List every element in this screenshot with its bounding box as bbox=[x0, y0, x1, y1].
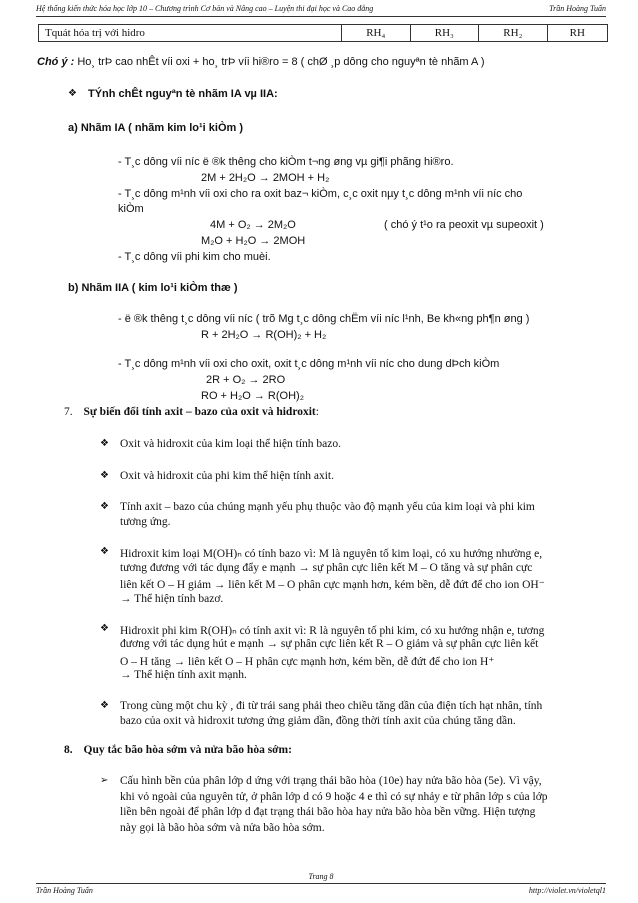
diamond-bullet-icon: ❖ bbox=[100, 501, 109, 512]
group-ia-line-1: - T¸c dông víi níc ë ®k thêng cho kiÒm t¬ng øng vµ gi¶i phãng hi®ro. bbox=[118, 156, 454, 168]
group-iia-equation-3: RO + H₂O → R(OH)₂ bbox=[201, 390, 304, 402]
diamond-bullet-icon: ❖ bbox=[100, 470, 109, 481]
note-label: Chó ý : bbox=[37, 56, 75, 68]
header-title: Hệ thống kiến thức hóa học lớp 10 – Chương trình Cơ bản và Nâng cao – Luyện thi đại học và Cao đẳng bbox=[36, 4, 374, 13]
s7-bullet-4-line-4: → Thể hiện tính bazơ. bbox=[120, 593, 224, 605]
page-footer bbox=[36, 872, 606, 896]
group-ia-equation-2: 4M + O₂ → 2M₂O bbox=[210, 219, 296, 231]
group-iia-title: b) Nhãm IIA ( kim lo¹i kiÒm thæ ) bbox=[68, 282, 238, 294]
group-ia-title: a) Nhãm IA ( nhãm kim lo¹i kiÒm ) bbox=[68, 122, 244, 134]
s7-bullet-1: Oxit và hidroxit của kim loại thể hiện tính bazo. bbox=[120, 438, 342, 450]
page-header bbox=[36, 4, 606, 17]
s7-bullet-4-line-2: tương đương với tác dụng đẩy e mạnh → sự phân cực liên kết M – O tăng và sự phân cực bbox=[120, 562, 533, 574]
group-ia-equation-1: 2M + 2H₂O → 2MOH + H₂ bbox=[201, 172, 330, 184]
s7-bullet-4-line-1: Hidroxit kim loại M(OH)ₙ có tính bazo vì: M là nguyên tố kim loại, có xu hướng nhường e, bbox=[120, 548, 543, 560]
s8-line-2: khi vỏ ngoài của nguyên tử, ở phân lớp d có 9 hoặc 4 e thì có sự nhảy e từ phân lớp s của lớp bbox=[120, 791, 548, 803]
s7-bullet-6-line-2: bazo của oxit và hidroxit tương ứng giảm dần, đồng thời tính axit của chúng tăng dần. bbox=[120, 715, 516, 727]
s7-bullet-2: Oxit và hidroxit của phi kim thể hiện tính axit. bbox=[120, 470, 334, 482]
diamond-bullet-icon: ❖ bbox=[100, 623, 109, 634]
group-ia-equation-3: M₂O + H₂O → 2MOH bbox=[201, 235, 306, 247]
group-ia-line-3: - T¸c dông víi phi kim cho muèi. bbox=[118, 251, 271, 263]
group-ia-equation-2-note: ( chó ý t¹o ra peoxit vµ supeoxit ) bbox=[384, 219, 544, 231]
s7-bullet-5-line-4: → Thể hiện tính axit mạnh. bbox=[120, 669, 247, 681]
s7-bullet-6-line-1: Trong cùng một chu kỳ , đi từ trái sang phải theo chiều tăng dần của điện tích hạt nhân, tính bbox=[120, 700, 543, 712]
s8-line-1: Cấu hình bền của phân lớp d ứng với trạng thái bão hòa (10e) hay nửa bão hòa (5e). Vì vậy, bbox=[120, 775, 542, 787]
group-ia-line-2: - T¸c dông m¹nh víi oxi cho ra oxit baz¬ kiÒm, c¸c oxit nµy t¸c dông m¹nh víi níc cho bbox=[118, 188, 523, 200]
valence-table bbox=[38, 24, 608, 42]
group-iia-equation-1: R + 2H₂O → R(OH)₂ + H₂ bbox=[201, 329, 327, 341]
s7-bullet-5-line-3: O – H tăng → liên kết O – H phân cực mạnh hơn, kém bền, dễ đứt để cho ion H⁺ bbox=[120, 656, 495, 668]
s7-bullet-5-line-1: Hidroxit phi kim R(OH)ₙ có tính axit vì: R là nguyên tố phi kim, có xu hướng nhận e, tương bbox=[120, 625, 545, 637]
diamond-bullet-icon: ❖ bbox=[100, 700, 109, 711]
section-title: TÝnh chÊt nguyªn tè nhãm IA vµ IIA: bbox=[88, 88, 278, 100]
s7-bullet-3-line-2: tương ứng. bbox=[120, 516, 171, 528]
group-iia-line-2: - T¸c dông m¹nh víi oxi cho oxit, oxit t¸c dông m¹nh víi níc cho dung dÞch kiÒm bbox=[118, 358, 500, 370]
header-author: Trần Hoàng Tuấn bbox=[549, 4, 606, 13]
section-7-colon: : bbox=[315, 406, 319, 418]
group-iia-equation-2: 2R + O₂ → 2RO bbox=[206, 374, 286, 386]
s7-bullet-3-line-1: Tính axit – bazo của chúng mạnh yếu phụ thuộc vào độ mạnh yếu của kim loại và phi kim bbox=[120, 501, 535, 513]
footer-link[interactable]: http://violet.vn/violetql1 bbox=[528, 886, 606, 895]
section-8-heading bbox=[64, 744, 292, 756]
group-iia-line-1: - ë ®k thêng t¸c dông víi níc ( trõ Mg t¸c dông chËm víi níc l¹nh, Be kh«ng ph¶n øng ) bbox=[118, 313, 530, 325]
diamond-bullet-icon: ❖ bbox=[100, 546, 109, 557]
valence-cell-rh: RH bbox=[547, 25, 607, 42]
group-ia-line-2-cont: kiÒm bbox=[118, 203, 144, 215]
s7-bullet-5-line-2: đương với tác dụng hút e mạnh → sự phân cực liên kết R – O giảm và sự phân cực liên kết bbox=[120, 638, 539, 650]
s7-bullet-4-line-3: liên kết O – H giảm → liên kết M – O phân cực mạnh hơn, kém bền, dễ đứt để cho ion OH⁻ bbox=[120, 579, 545, 591]
s8-line-3: liền bên ngoài để phân lớp d đạt trạng thái bão hòa hay nửa bão hòa bền vững. Hiện tượng bbox=[120, 806, 536, 818]
arrow-bullet-icon: ➢ bbox=[100, 775, 109, 786]
valence-table-label: Tquát hóa trị với hidro bbox=[39, 25, 342, 42]
section-7-title: Sự biến đổi tính axit – bazo của oxit và hidroxit bbox=[83, 406, 316, 418]
note-line bbox=[37, 56, 485, 68]
section-7-number: 7. bbox=[64, 406, 73, 418]
diamond-bullet-icon: ❖ bbox=[100, 438, 109, 449]
valence-cell-rh4: RH₄ bbox=[342, 25, 411, 42]
valence-cell-rh3: RH₃ bbox=[410, 25, 479, 42]
diamond-bullet-icon: ❖ bbox=[68, 88, 77, 99]
valence-cell-rh2: RH₂ bbox=[479, 25, 548, 42]
section-8-title: Quy tắc bão hòa sớm và nửa bão hòa sớm: bbox=[83, 744, 292, 756]
s8-line-4: này gọi là bão hòa sớm và nửa bão hòa sớm. bbox=[120, 822, 325, 834]
page-number: Trang 8 bbox=[308, 872, 334, 881]
section-8-number: 8. bbox=[64, 744, 73, 756]
section-7-heading bbox=[64, 406, 319, 418]
footer-author: Trần Hoàng Tuấn bbox=[36, 886, 93, 895]
note-text: Ho¸ trÞ cao nhÊt víi oxi + ho¸ trÞ víi hi®ro = 8 ( chØ ¸p dông cho nguyªn tè nhãm A ) bbox=[77, 56, 485, 68]
